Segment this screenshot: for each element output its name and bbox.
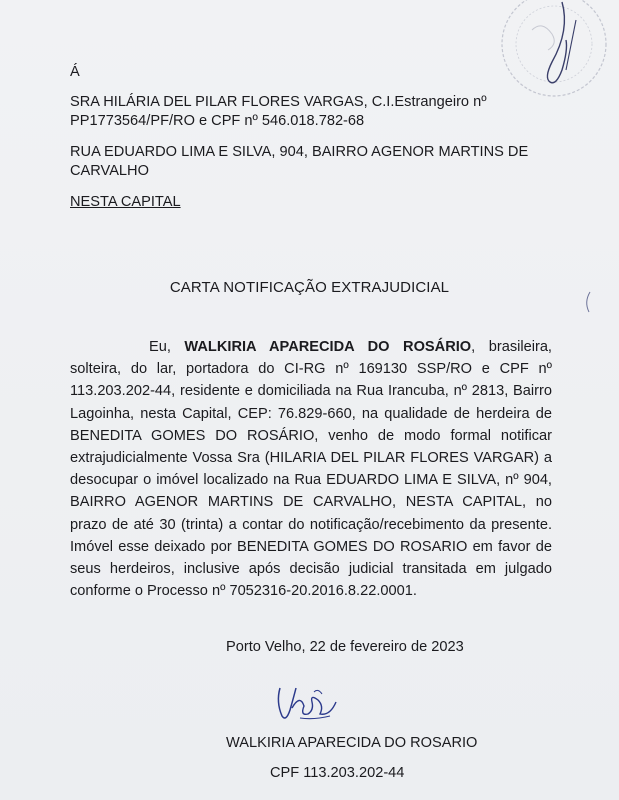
salutation: Á xyxy=(70,64,80,80)
place-and-date: Porto Velho, 22 de fevereiro de 2023 xyxy=(226,639,464,655)
address-line-1: RUA EDUARDO LIMA E SILVA, 904, BAIRRO AGENOR MARTINS DE xyxy=(70,144,529,160)
recipient-line-1: SRA HILÁRIA DEL PILAR FLORES VARGAS, C.I.Estrangeiro nº xyxy=(70,94,487,110)
document-title: CARTA NOTIFICAÇÃO EXTRAJUDICIAL xyxy=(169,279,450,296)
handwritten-signature xyxy=(270,680,342,726)
recipient-line-2: PP1773564/PF/RO e CPF nº 546.018.782-68 xyxy=(70,113,365,129)
margin-mark xyxy=(582,290,592,314)
signer-name: WALKIRIA APARECIDA DO ROSARIO xyxy=(226,735,478,751)
city-line: NESTA CAPITAL xyxy=(70,194,181,210)
signer-cpf: CPF 113.203.202-44 xyxy=(270,765,405,781)
body-text: , brasileira, solteira, do lar, portadora do CI-RG nº 169130 SSP/RO e CPF nº 113.203.202-44, residente e domiciliada na Rua Irancuba, nº 2813, Bairro Lagoinha, nesta Capital, CEP: 76.829-660, na qualidade de herdeira de BENEDITA GOMES DO ROSÁRIO, venho de modo formal notificar extrajudicialmente Vossa Sra (HILARIA DEL PILAR FLORES VARGAR) a desocupar o imóvel localizado na Rua EDUARDO LIMA E SILVA, nº 904, BAIRRO AGENOR MARTINS DE CARVALHO, NESTA CAPITAL, no prazo de até 30 (trinta) a contar do notificação/recebimento da presente. Imóvel esse deixado por BENEDITA GOMES DO ROSARIO em favor de seus herdeiros, inclusive após decisão judicial transitada em julgado conforme o Processo nº 7052316-20.2016.8.22.0001. xyxy=(70,339,552,600)
address-line-2: CARVALHO xyxy=(70,163,149,179)
body-opening: Eu, xyxy=(149,339,185,355)
notary-stamp-seal xyxy=(492,0,619,112)
notification-body xyxy=(70,336,552,602)
notifier-name: WALKIRIA APARECIDA DO ROSÁRIO xyxy=(184,339,472,355)
